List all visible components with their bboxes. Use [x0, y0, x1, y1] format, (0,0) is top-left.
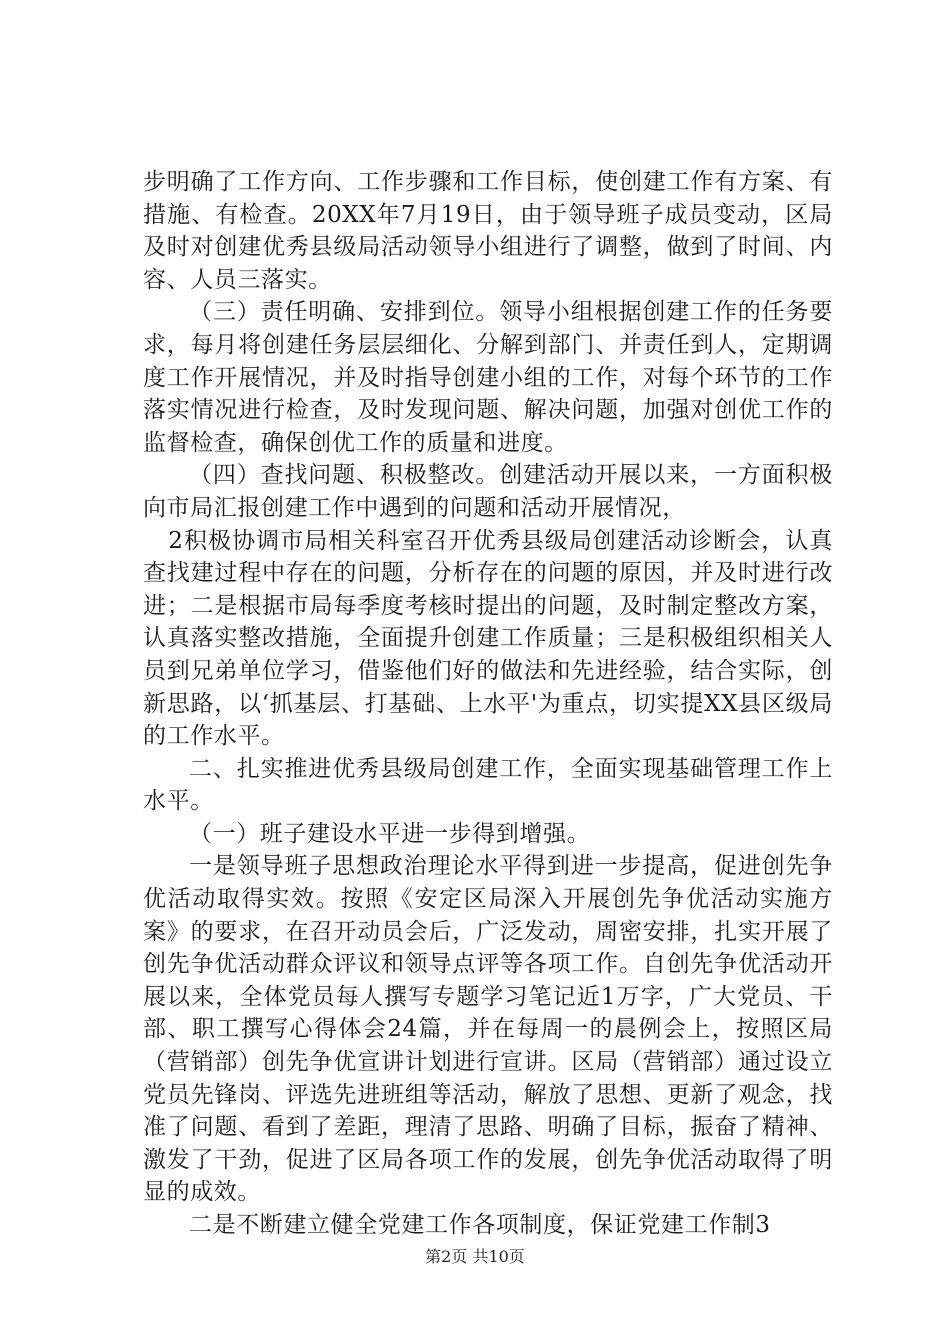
section-heading-2: 二、扎实推进优秀县级局创建工作，全面实现基础管理工作上水平。: [143, 755, 833, 815]
paragraph-1: 步明确了工作方向、工作步骤和工作目标，使创建工作有方案、有措施、有检查。20XX年7月19日，由于领导班子成员变动，区局及时对创建优秀县级局活动领导小组进行了调整，做到了时间、内容、人员三落实。: [143, 169, 833, 293]
paragraph-6: 二是不断建立健全党建工作各项制度，保证党建工作制3: [189, 1212, 771, 1238]
subsection-heading-1: （一）班子建设水平进一步得到增强。: [189, 820, 591, 847]
paragraph-5: 一是领导班子思想政治理论水平得到进一步提高，促进创先争优活动取得实效。按照《安定区局深入开展创先争优活动实施方案》的要求，在召开动员会后，广泛发动，周密安排，扎实开展了创先争优活动群众评议和领导点评等各项工作。自创先争优活动开展以来，全体党员每人撰写专题学习笔记近1万字，广大党员、干部、职工撰写心得体会24篇，并在每周一的晨例会上，按照区局（营销部）创先争优宣讲计划进行宣讲。区局（营销部）通过设立党员先锋岗、评选先进班组等活动，解放了思想、更新了观念，找准了问题、看到了差距，理清了思路、明确了目标，振奋了精神、激发了干劲，促进了区局各项工作的发展，创先争优活动取得了明显的成效。: [143, 853, 833, 1206]
document-body: [143, 166, 833, 1242]
paragraph-3: （四）查找问题、积极整改。创建活动开展以来，一方面积极向市局汇报创建工作中遇到的问题和活动开展情况，: [143, 462, 833, 521]
paragraph-4: 2积极协调市局相关科室召开优秀县级局创建活动诊断会，认真查找建过程中存在的问题，分析存在的问题的原因，并及时进行改进；二是根据市局每季度考核时提出的问题，及时制定整改方案，认真落实整改措施，全面提升创建工作质量；三是积极组织相关人员到兄弟单位学习，借鉴他们好的做法和先进经验，结合实际，创新思路，以‘抓基层、打基础、上水平'为重点，切实提XX县区级局的工作水平。: [143, 527, 833, 750]
page-footer: 第2页 共10页: [425, 1247, 525, 1266]
paragraph-2: （三）责任明确、安排到位。领导小组根据创建工作的任务要求，每月将创建任务层层细化、分解到部门、并责任到人，定期调度工作开展情况，并及时指导创建小组的工作，对每个环节的工作落实情况进行检查，及时发现问题、解决问题，加强对创优工作的监督检查，确保创优工作的质量和进度。: [143, 299, 833, 456]
